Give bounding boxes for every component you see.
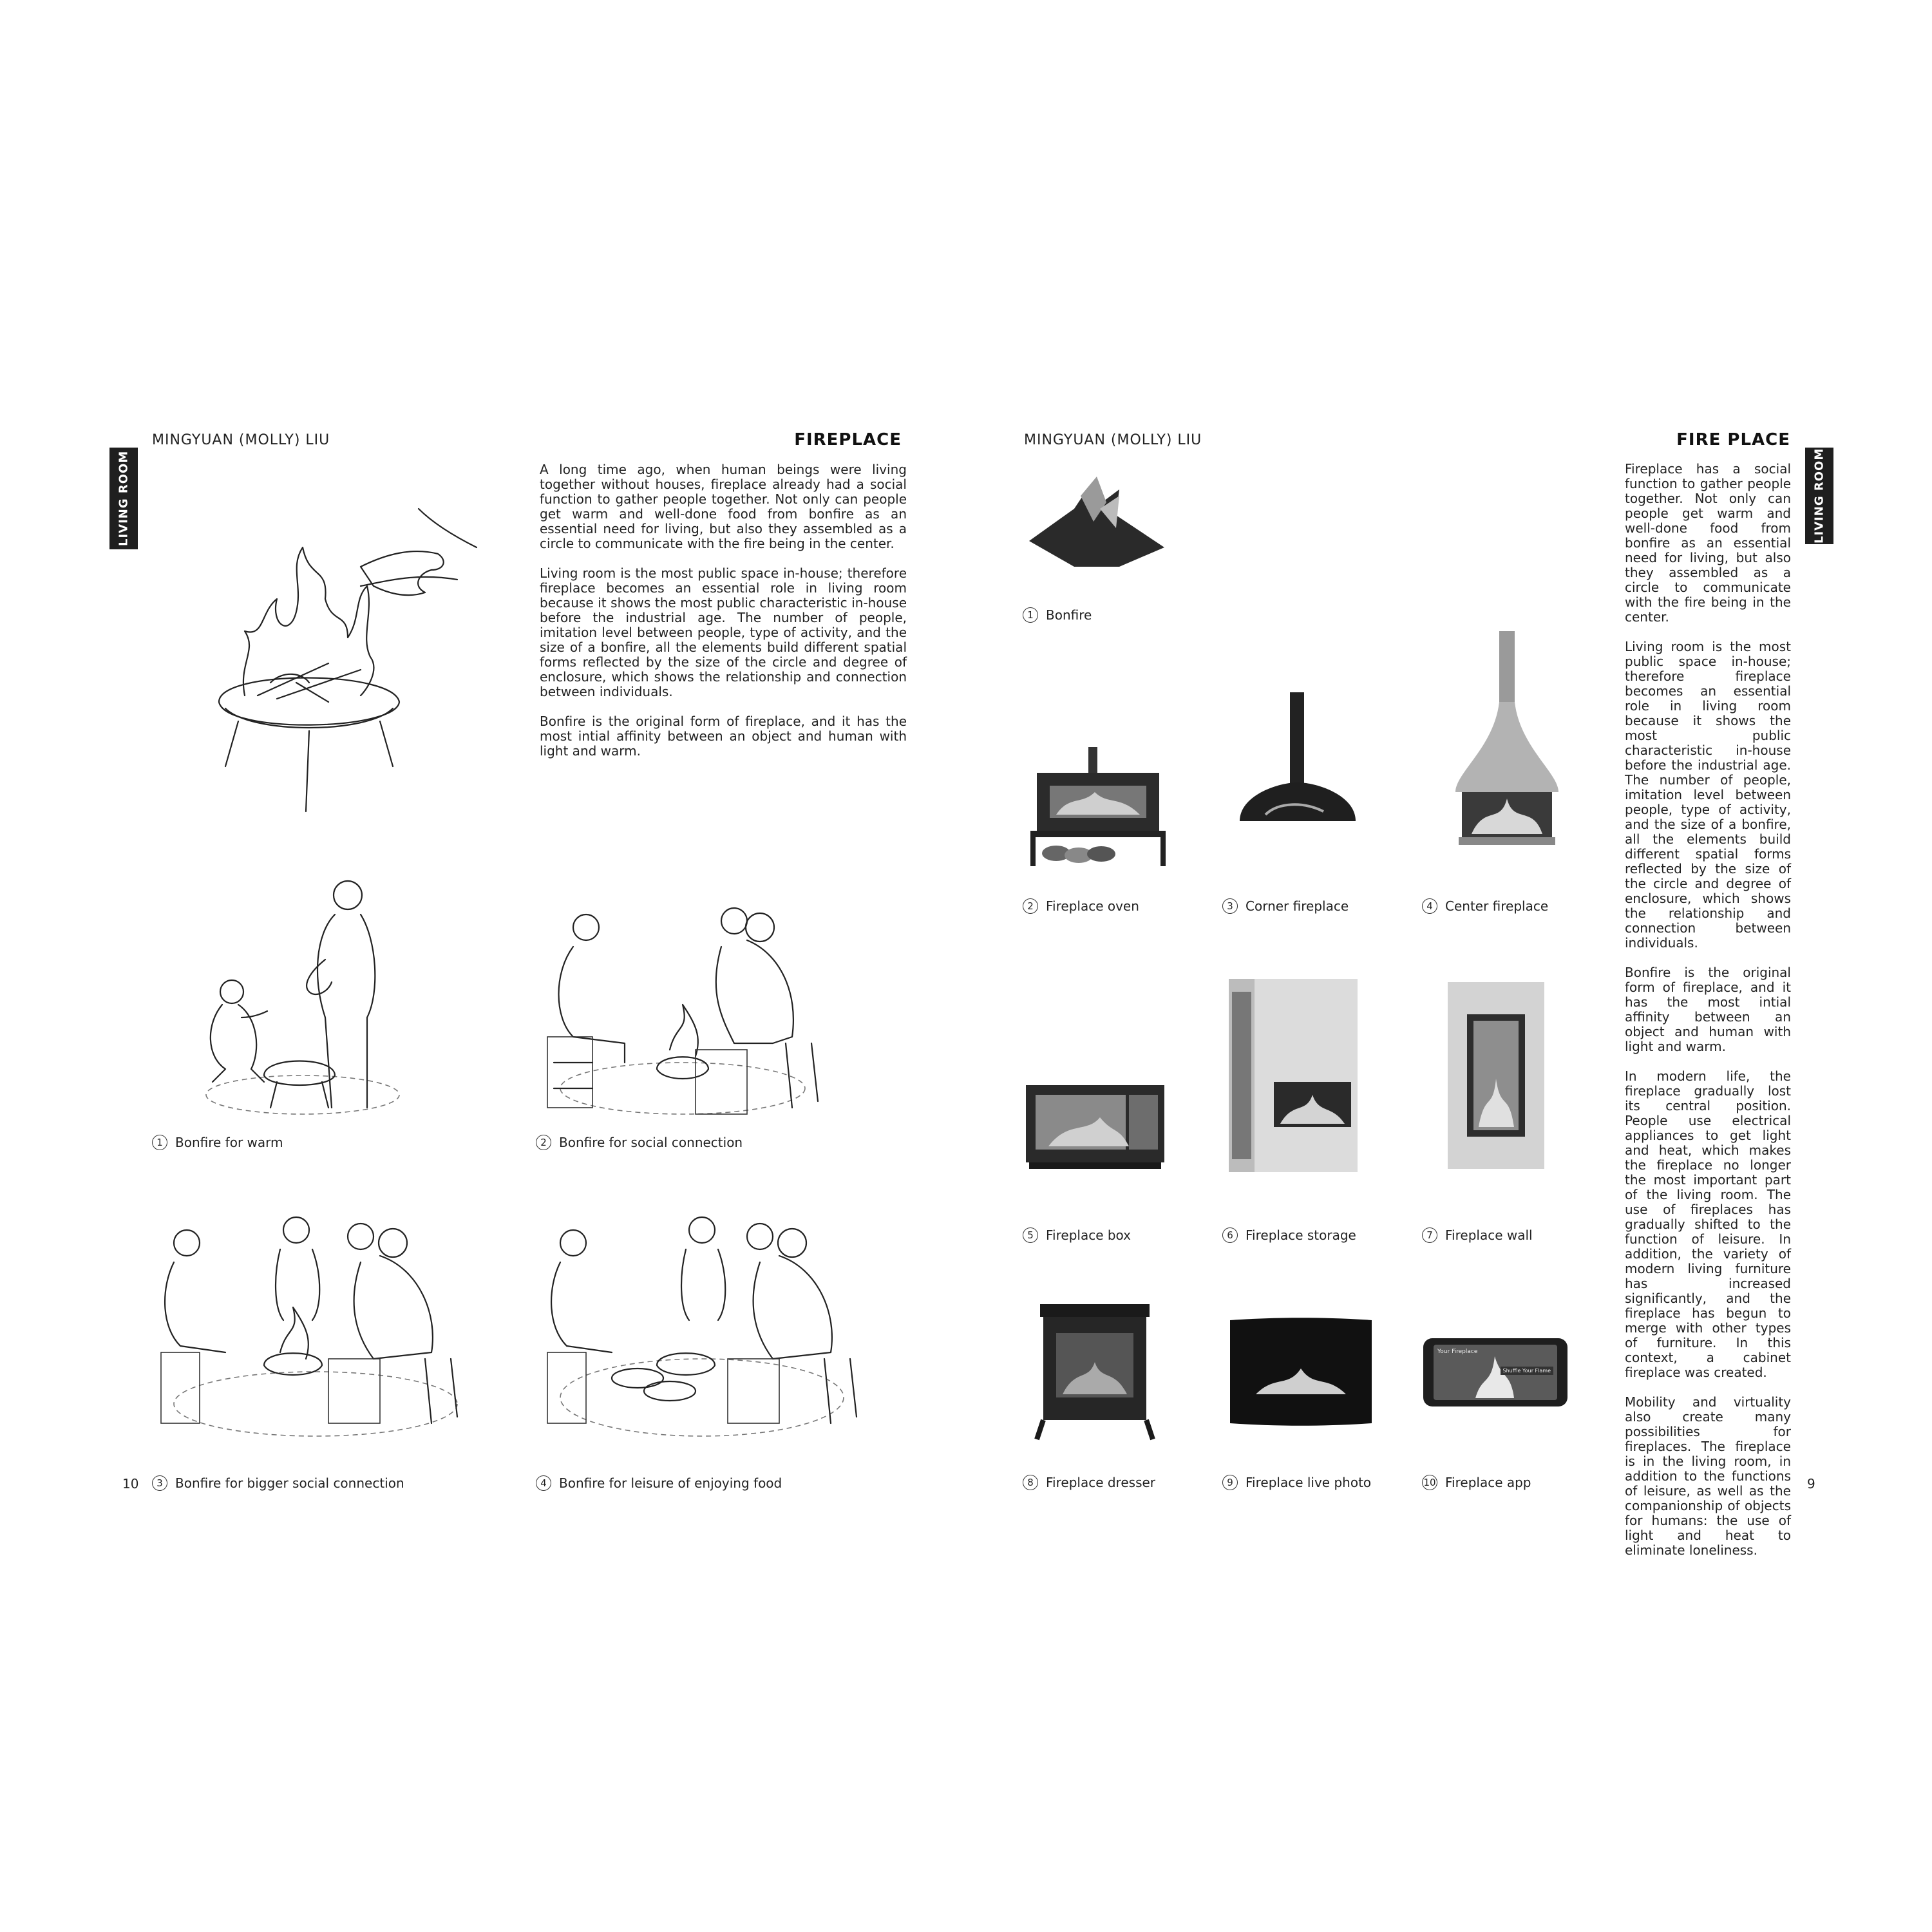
caption-label: Fireplace storage — [1245, 1227, 1356, 1243]
paragraph: A long time ago, when human beings were living together without houses, fireplace already had a social function to gather people together. Not only can people get warm and well-done food from bonfire as an essential need for living, but also they assembled as a circle to communicate with the fire being in the center. — [540, 462, 907, 551]
caption-label: Center fireplace — [1445, 898, 1549, 914]
caption-bonfire — [1023, 607, 1092, 623]
caption-label: Fireplace wall — [1445, 1227, 1533, 1243]
author-name-left: MINGYUAN (MOLLY) LIU — [152, 432, 330, 448]
center-fireplace-photo — [1443, 631, 1571, 857]
fireplace-dresser-photo — [1034, 1304, 1156, 1439]
caption-label: Corner fireplace — [1245, 898, 1349, 914]
caption-label: Fireplace box — [1046, 1227, 1132, 1243]
caption-bonfire-food — [536, 1475, 782, 1491]
caption-number: 2 — [1023, 898, 1038, 914]
paragraph: Bonfire is the original form of fireplace, and it has the most intial affinity between an object and human with light and warm. — [1625, 965, 1791, 1054]
caption-label: Fireplace app — [1445, 1475, 1531, 1490]
paragraph: Living room is the most public space in-house; therefore fireplace becomes an essential role in living room because it shows the most public characteristic in-house before the industrial age. The number of people, imitation level between people, type of activity, and the size of a bonfire, all the elements build different spatial forms reflected by the size of the circle and degree of enclosure, which shows the relationship and connection between individuals. — [540, 565, 907, 699]
caption-bonfire-social — [536, 1135, 743, 1150]
caption-number: 9 — [1222, 1475, 1238, 1490]
bonfire-photo — [1023, 470, 1171, 573]
bonfire-bigger-social-scene — [155, 1224, 464, 1443]
paragraph: In modern life, the fireplace gradually lost its central position. People use electrical appliances to get light and heat, which makes the fireplace no longer the most important part of the living room. The use of fireplaces has gradually shifted to the function of leisure. In addition, the variety of modern living furniture has increased significantly, and the fireplace has begun to merge with other types of furniture. In this context, a cabinet fireplace was created. — [1625, 1068, 1791, 1380]
paragraph: Fireplace has a social function to gather people together. Not only can people get warm and well-done food from bonfire as an essential need for living, but also they assembled as a circle to communicate with the fire being in the center. — [1625, 461, 1791, 625]
section-tab-left: LIVING ROOM — [109, 448, 138, 549]
caption-fireplace-wall — [1422, 1227, 1533, 1243]
bonfire-food-scene — [541, 1224, 863, 1443]
caption-number: 4 — [536, 1475, 551, 1491]
page-title-right: FIRE PLACE — [1676, 430, 1790, 450]
caption-number: 1 — [152, 1135, 167, 1150]
paragraph: Bonfire is the original form of fireplace, and it has the most intial affinity between an object and human with light and warm. — [540, 714, 907, 759]
app-screen — [1434, 1345, 1557, 1400]
caption-label: Fireplace live photo — [1245, 1475, 1372, 1490]
caption-number: 3 — [152, 1475, 167, 1491]
fireplace-wall-photo — [1448, 982, 1544, 1169]
caption-number: 8 — [1023, 1475, 1038, 1490]
caption-fireplace-app — [1422, 1475, 1531, 1490]
caption-number: 7 — [1422, 1227, 1437, 1243]
caption-center-fireplace — [1422, 898, 1548, 914]
page-number-left: 10 — [122, 1476, 139, 1492]
caption-label: Bonfire for leisure of enjoying food — [559, 1475, 782, 1491]
caption-corner-fireplace — [1222, 898, 1349, 914]
fireplace-app-phone — [1423, 1338, 1567, 1406]
section-tab-right: LIVING ROOM — [1805, 448, 1833, 544]
caption-fireplace-live-photo — [1222, 1475, 1371, 1490]
fireplace-live-photo — [1230, 1317, 1372, 1426]
bonfire-social-scene — [541, 902, 824, 1121]
caption-fireplace-box — [1023, 1227, 1131, 1243]
caption-number: 2 — [536, 1135, 551, 1150]
caption-bonfire-bigger-social — [152, 1475, 404, 1491]
paragraph: Mobility and virtuality also create many possibilities for fireplaces. The fireplace is in the living room, in addition to the functions of leisure, as well as the companionship of objects for humans: the use of light and heat to eliminate loneliness. — [1625, 1394, 1791, 1558]
caption-number: 1 — [1023, 607, 1038, 623]
app-title-text: Your Fireplace — [1437, 1349, 1478, 1355]
shuffle-flame-button[interactable]: Shuffle Your Flame — [1501, 1367, 1553, 1375]
caption-number: 5 — [1023, 1227, 1038, 1243]
caption-fireplace-storage — [1222, 1227, 1356, 1243]
caption-label: Bonfire for warm — [175, 1135, 283, 1150]
caption-label: Fireplace oven — [1046, 898, 1139, 914]
bonfire-bowl-illustration — [200, 509, 483, 818]
paragraph: Living room is the most public space in-house; therefore fireplace becomes an essential role in living room because it shows the most public characteristic in-house before the industrial age. The number of people, imitation level between people, type of activity, and the size of a bonfire, all the elements build different spatial forms reflected by the size of the circle and degree of enclosure, which shows the relationship and connection between individuals. — [1625, 639, 1791, 951]
bonfire-warm-scene — [187, 863, 431, 1121]
corner-fireplace-photo — [1227, 692, 1368, 847]
caption-label: Bonfire for social connection — [559, 1135, 743, 1150]
caption-number: 10 — [1422, 1475, 1437, 1490]
caption-fireplace-dresser — [1023, 1475, 1155, 1490]
caption-number: 6 — [1222, 1227, 1238, 1243]
body-text-right — [1625, 462, 1791, 1573]
author-name-right: MINGYUAN (MOLLY) LIU — [1024, 432, 1202, 448]
fireplace-box-photo — [1023, 1082, 1171, 1172]
caption-fireplace-oven — [1023, 898, 1139, 914]
fireplace-storage-photo — [1229, 979, 1358, 1172]
caption-label: Bonfire — [1046, 607, 1092, 623]
caption-bonfire-warm — [152, 1135, 283, 1150]
page-title-left: FIREPLACE — [794, 430, 902, 450]
page-number-right: 9 — [1807, 1476, 1815, 1492]
caption-label: Bonfire for bigger social connection — [175, 1475, 404, 1491]
caption-label: Fireplace dresser — [1046, 1475, 1156, 1490]
body-text-left — [540, 462, 907, 773]
caption-number: 3 — [1222, 898, 1238, 914]
fireplace-oven-photo — [1024, 741, 1172, 869]
caption-number: 4 — [1422, 898, 1437, 914]
